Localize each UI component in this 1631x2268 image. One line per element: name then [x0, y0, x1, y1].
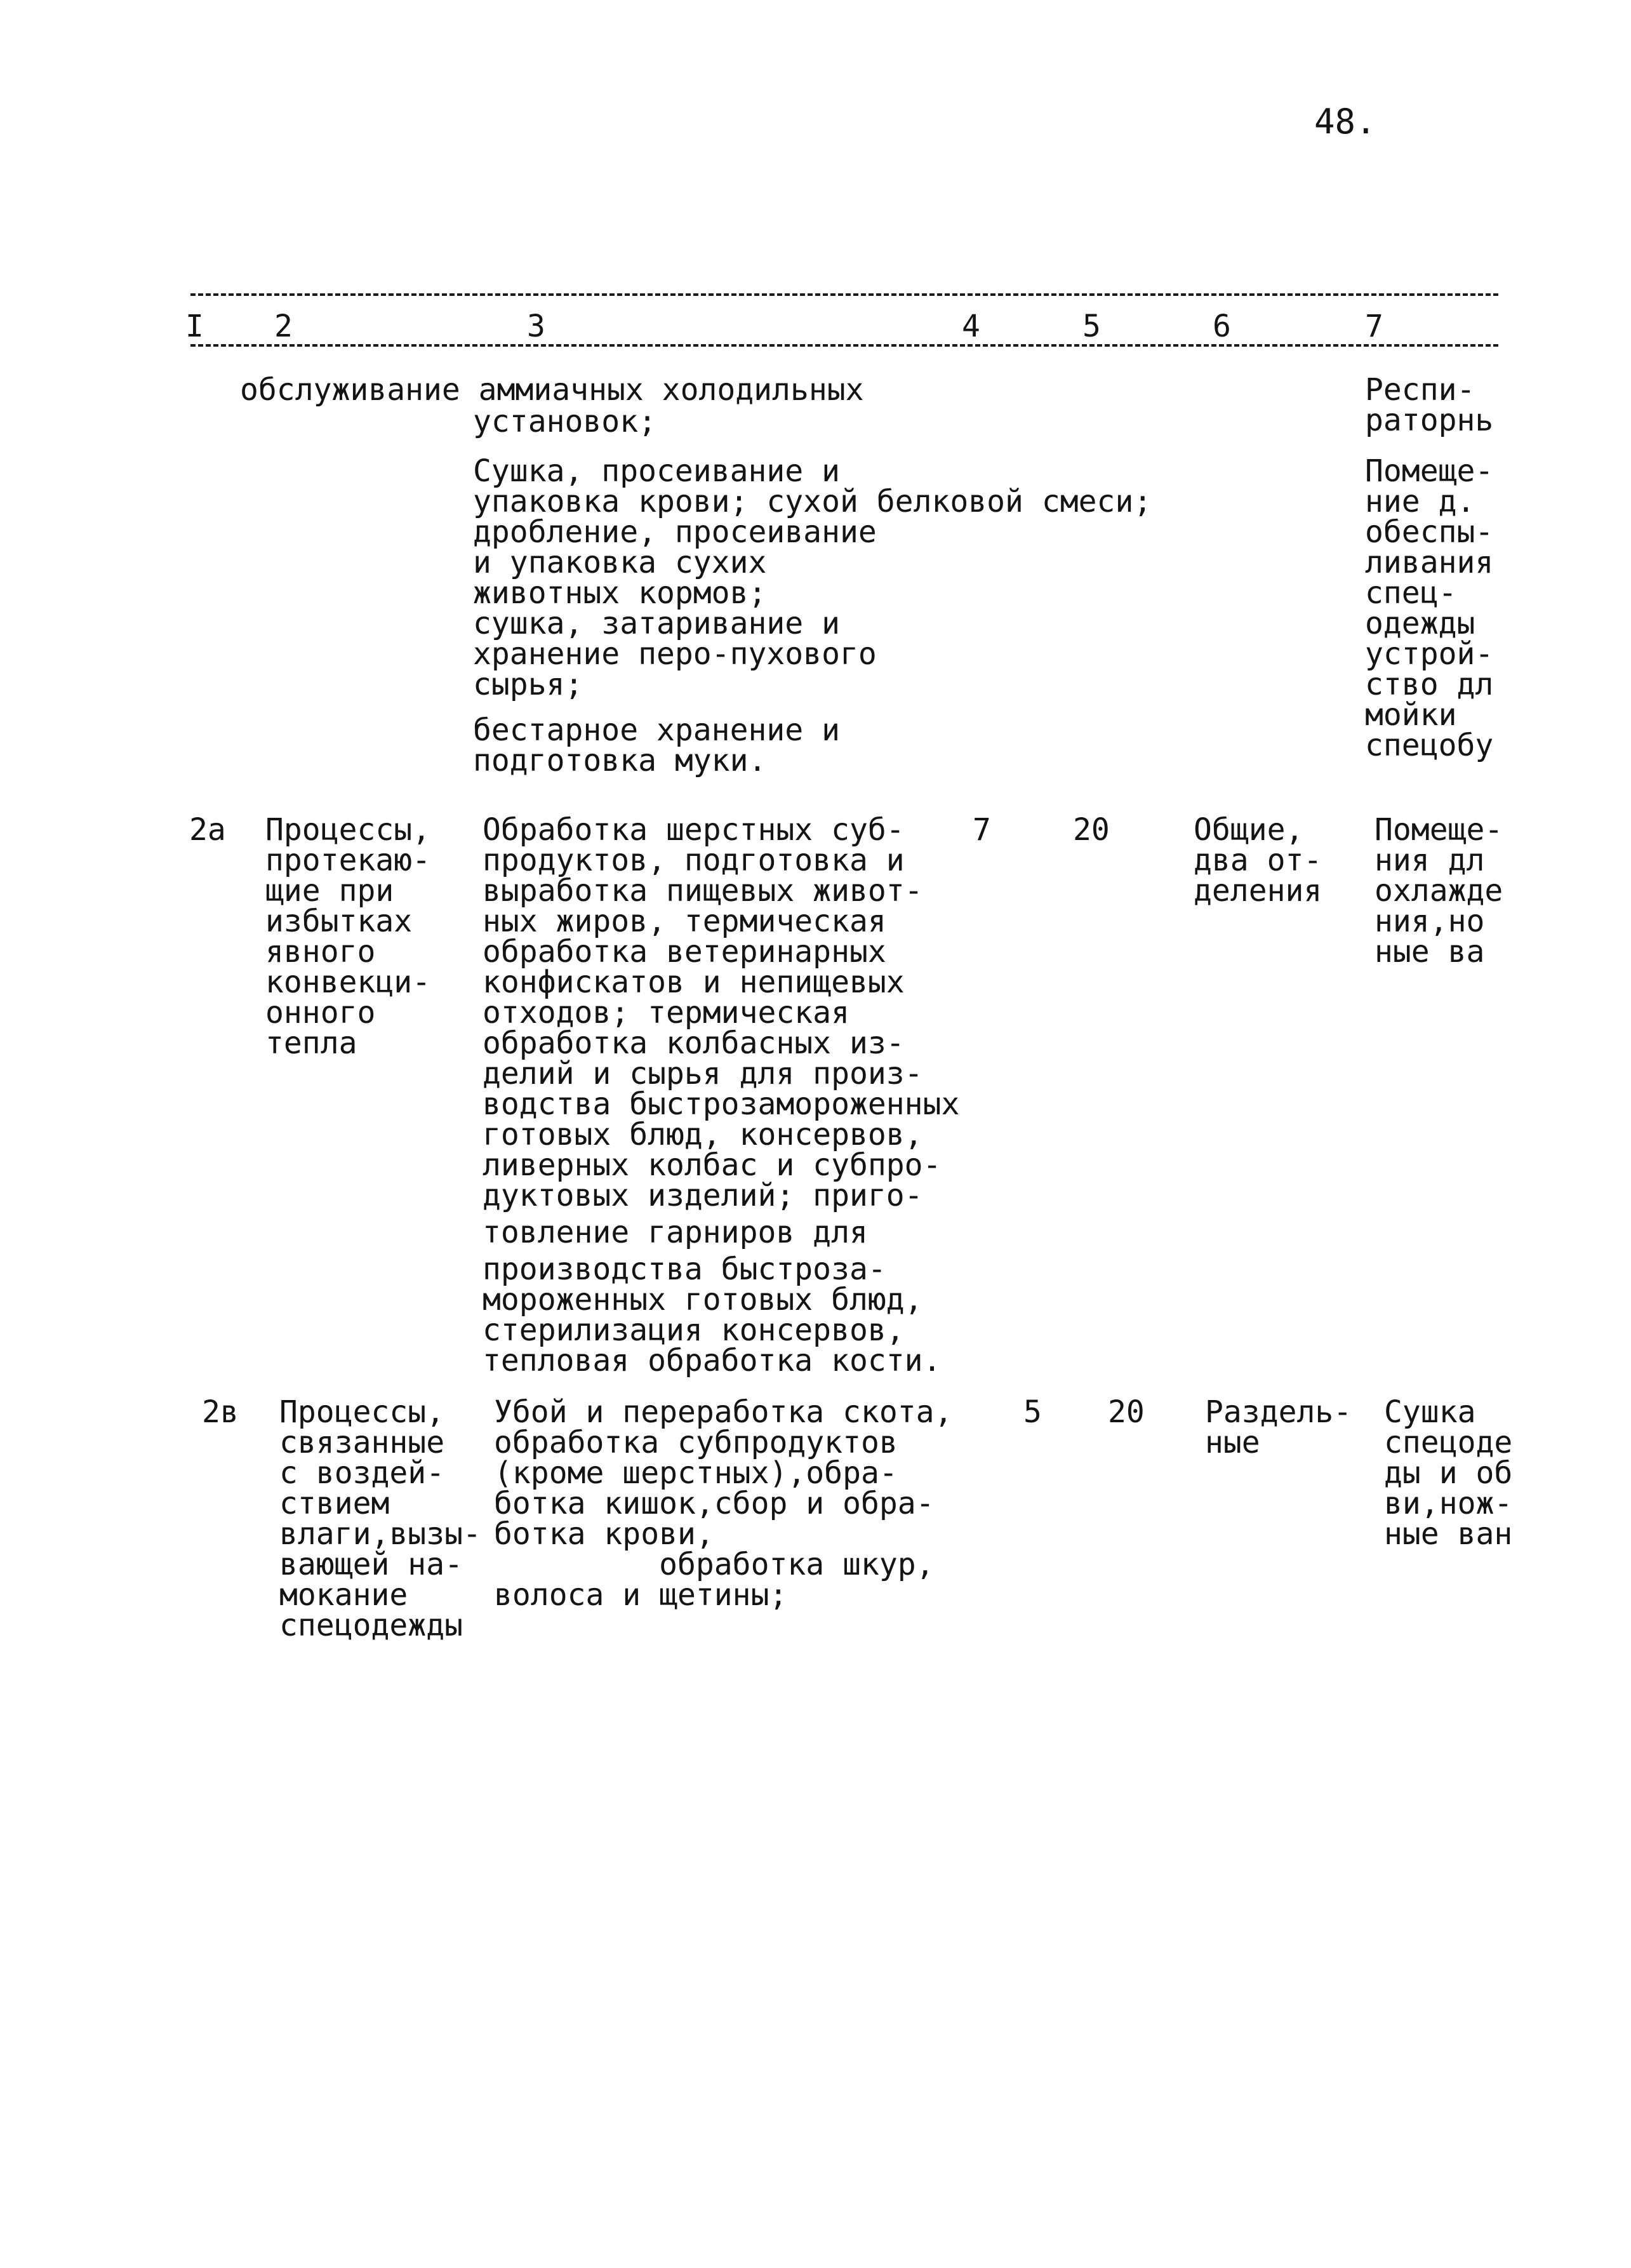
- row-col7-line: ды и об: [1384, 1455, 1513, 1491]
- row-col4-value: 7: [973, 812, 991, 848]
- page-number: 48.: [1314, 102, 1376, 142]
- row-description-line: ливерных колбас и субпро-: [483, 1147, 942, 1183]
- row-col7-line: ния дл: [1375, 843, 1485, 878]
- row-col6: [1194, 812, 1322, 909]
- intro-line-2: установок;: [473, 404, 656, 439]
- row-col6-line: Общие,: [1194, 812, 1304, 848]
- row-group-line: Процессы,: [265, 812, 431, 848]
- intro-block2-col7: [1365, 453, 1494, 763]
- row-col7-line: спецоде: [1384, 1425, 1513, 1460]
- row-description-line: ботка кишок,сбор и обра-: [494, 1486, 935, 1521]
- intro-block2-line: подготовка муки.: [473, 743, 767, 778]
- row-description-line: Убой и переработка скота,: [494, 1394, 953, 1430]
- row-group: [279, 1394, 481, 1643]
- col-header-2: 2: [274, 309, 293, 344]
- row-group-line: конвекци-: [265, 964, 431, 1000]
- row-group-line: Процессы,: [279, 1394, 445, 1430]
- row-col6-line: два от-: [1194, 843, 1322, 878]
- row-description-line: продуктов, подготовка и: [483, 843, 905, 878]
- row-col6: [1205, 1394, 1352, 1460]
- row-col5-value: 20: [1073, 812, 1110, 848]
- col-header-6: 6: [1213, 309, 1231, 344]
- row-col6-line: Раздель-: [1205, 1394, 1352, 1430]
- row-description: [494, 1394, 953, 1613]
- row-description-line: мороженных готовых блюд,: [483, 1282, 923, 1317]
- row-description-line: Обработка шерстных суб-: [483, 812, 905, 848]
- intro-block2-col7-line: устрой-: [1365, 636, 1494, 672]
- intro-col7-line: раторнь: [1365, 403, 1494, 438]
- row-col6-line: деления: [1194, 873, 1322, 909]
- row-description-line: конфискатов и непищевых: [483, 964, 905, 1000]
- intro-col7-line: Респи-: [1365, 372, 1475, 408]
- intro-block2-col7-line: ливания: [1365, 545, 1494, 580]
- intro-block2-col7-line: мойки: [1365, 697, 1457, 733]
- row-description-line: делий и сырья для произ-: [483, 1056, 923, 1091]
- row-group-line: с воздей-: [279, 1455, 445, 1491]
- intro-block2-line: и упаковка сухих: [473, 545, 767, 580]
- col-header-5: 5: [1082, 309, 1101, 344]
- row-description-line: обработка шкур,: [494, 1547, 935, 1582]
- row-description-line: обработка ветеринарных: [483, 934, 886, 970]
- row-description-line: обработка колбасных из-: [483, 1025, 905, 1061]
- row-col5-value: 20: [1108, 1394, 1145, 1430]
- row-description-line: водства быстрозамороженных: [483, 1086, 960, 1122]
- row-col7-line: ные ван: [1384, 1516, 1513, 1552]
- row-group-line: мокание: [279, 1577, 408, 1613]
- row-col7: [1384, 1394, 1513, 1552]
- row-description-line: дуктовых изделий; приго-: [483, 1178, 923, 1213]
- row-group-line: влаги,вызы-: [279, 1516, 481, 1552]
- row-description-line: товление гарниров для: [483, 1215, 868, 1250]
- row-id: 2в: [202, 1394, 239, 1430]
- row-description-line: готовых блюд, консервов,: [483, 1117, 923, 1152]
- intro-block2-line: животных кормов;: [473, 575, 767, 611]
- row-description-line: производства быстроза-: [483, 1251, 886, 1287]
- intro-block2-col7-line: спец-: [1365, 575, 1457, 611]
- row-description-line: волоса и щетины;: [494, 1577, 788, 1613]
- col-header-3: 3: [527, 309, 545, 344]
- row-description: [483, 812, 960, 1378]
- col-header-1: I: [185, 309, 204, 344]
- row-col7-line: ния,но: [1375, 904, 1485, 939]
- row-col7-line: Помеще-: [1375, 812, 1503, 848]
- row-col6-line: ные: [1205, 1425, 1260, 1460]
- row-description-line: ных жиров, термическая: [483, 904, 886, 939]
- intro-col7: [1365, 372, 1494, 438]
- row-description-line: выработка пищевых живот-: [483, 873, 923, 909]
- intro-block2-col7-line: спецобу: [1365, 728, 1494, 763]
- header-top-rule: [190, 293, 1498, 296]
- col-header-4: 4: [962, 309, 980, 344]
- intro-block2-col7-line: Помеще-: [1365, 453, 1494, 489]
- intro-block2-col7-line: ство дл: [1365, 667, 1494, 702]
- row-col4-value: 5: [1023, 1394, 1042, 1430]
- row-description-line: обработка субпродуктов: [494, 1425, 898, 1460]
- row-description-line: отходов; термическая: [483, 995, 849, 1031]
- row-col7-line: охлажде: [1375, 873, 1503, 909]
- intro-block2-description: [473, 453, 1152, 778]
- row-group-line: тепла: [265, 1025, 357, 1061]
- intro-block2-line: упаковка крови; сухой белковой смеси;: [473, 484, 1152, 519]
- row-description-line: (кроме шерстных),обра-: [494, 1455, 898, 1491]
- col-header-7: 7: [1365, 309, 1383, 344]
- intro-block2-line: бестарное хранение и: [473, 712, 840, 748]
- row-group-line: вающей на-: [279, 1547, 463, 1582]
- row-group-line: связанные: [279, 1425, 445, 1460]
- intro-block2-line: сырья;: [473, 667, 583, 702]
- intro-block2-line: Сушка, просеивание и: [473, 453, 840, 489]
- row-group-line: онного: [265, 995, 376, 1031]
- intro-line-1: обслуживание аммиачных холодильных: [240, 372, 864, 408]
- row-group: [265, 812, 431, 1061]
- row-description-line: тепловая обработка кости.: [483, 1343, 942, 1378]
- row-group-line: явного: [265, 934, 376, 970]
- intro-block2-col7-line: ние д.: [1365, 484, 1475, 519]
- row-group-line: ствием: [279, 1486, 390, 1521]
- row-group-line: спецодежды: [279, 1608, 463, 1643]
- row-col7-line: ви,нож-: [1384, 1486, 1513, 1521]
- row-group-line: щие при: [265, 873, 394, 909]
- row-description-line: ботка крови,: [494, 1516, 714, 1552]
- row-col7-line: ные ва: [1375, 934, 1485, 970]
- intro-block2-line: дробление, просеивание: [473, 514, 877, 550]
- intro-block2-col7-line: одежды: [1365, 606, 1475, 641]
- row-group-line: избытках: [265, 904, 413, 939]
- row-col7-line: Сушка: [1384, 1394, 1476, 1430]
- intro-block2-line: сушка, затаривание и: [473, 606, 840, 641]
- row-description-line: стерилизация консервов,: [483, 1312, 905, 1348]
- row-col7: [1375, 812, 1503, 970]
- intro-block2-col7-line: обеспы-: [1365, 514, 1494, 550]
- row-id: 2а: [189, 812, 226, 848]
- intro-block2-line: хранение перо-пухового: [473, 636, 877, 672]
- header-bottom-rule: [190, 344, 1498, 347]
- row-group-line: протекаю-: [265, 843, 431, 878]
